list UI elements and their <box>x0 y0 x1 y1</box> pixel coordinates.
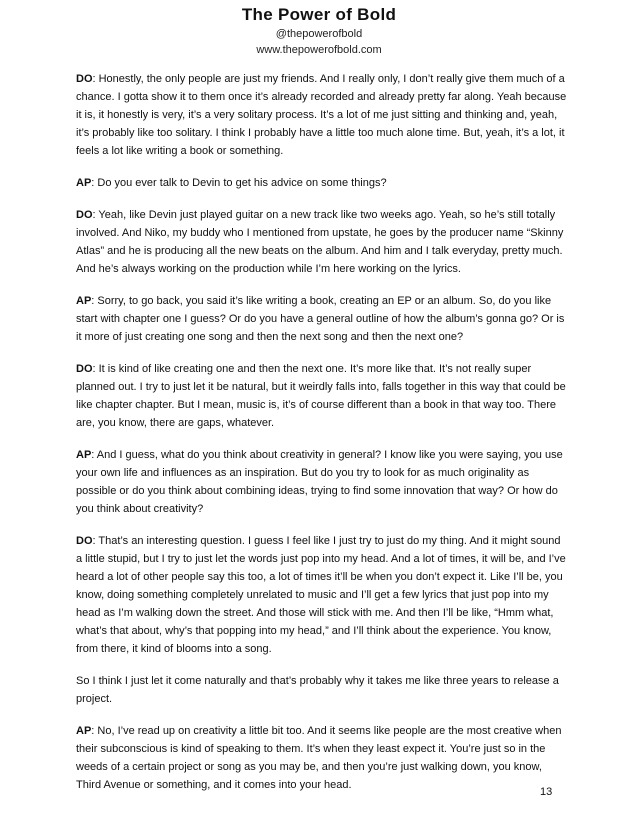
social-handle: @thepowerofbold <box>275 28 363 40</box>
paragraph-text: : Honestly, the only people are just my friends. And I really only, I don’t really give them much of a chance. I gotta show it to them once it’s already recorded and already pretty far along. Yeah because it is, it honestly is very, it’s a very solitary process. It’s a lot of me just sitting and thinking and, yeah, it’s probably like too solitary. I think I probably have a little too much alone time. But, yeah, it’s a lot, it feels a lot like writing a book or something. <box>76 73 567 157</box>
paragraph-text: : And I guess, what do you think about creativity in general? I know like you were saying, you use your own life and influences as an inspiration. But do you try to look for as much originality as possible or do you think about combining ideas, trying to find some innovation that way? Or how do you think about creativity? <box>76 449 563 515</box>
speaker-label: DO <box>76 209 93 221</box>
interview-body <box>76 70 568 808</box>
page-number: 13 <box>540 786 553 798</box>
interview-paragraph <box>76 722 568 794</box>
interview-paragraph <box>76 70 568 160</box>
website-url[interactable]: www.thepowerofbold.com <box>256 44 382 56</box>
paragraph-text: : That’s an interesting question. I guess I feel like I just try to just do my thing. And it might sound a little stupid, but I try to just let the words just pop into my head. And a lot of times, it will be, and I’ve heard a lot of other people say this too, a lot of times it’ll be when you don’t expect it. Like I’ll be, you know, doing something completely unrelated to music and I’ll get a few lyrics that just pop into my head as I’m walking down the street. And those will stick with me. And then I’ll be like, “Hmm what, what’s that about, why’s that popping into my head,” and I’ll think about the experience. You know, from there, it kind of blooms into a song. <box>76 535 566 655</box>
speaker-label: AP <box>76 725 92 737</box>
paragraph-text: : No, I’ve read up on creativity a little bit too. And it seems like people are the most creative when their subconscious is kind of speaking to them. It’s when they least expect it. You’re just so in the weeds of a certain project or song as you may be, and then you’re just walking down, you know, Third Avenue or something, and it comes into your head. <box>76 725 562 791</box>
publication-title: The Power of Bold <box>241 5 397 24</box>
interview-paragraph <box>76 532 568 658</box>
paragraph-text: So I think I just let it come naturally and that’s probably why it takes me like three years to release a project. <box>76 675 559 705</box>
speaker-label: DO <box>76 73 93 85</box>
interview-paragraph <box>76 360 568 432</box>
speaker-label: DO <box>76 363 93 375</box>
paragraph-text: : It is kind of like creating one and then the next one. It’s more like that. It’s not really super planned out. I try to just let it be natural, but it weirdly falls into, falls together in this way that could be like chapter chapter. But I mean, music is, it’s of course different than a book in that way too. There are, you know, there are gaps, whatever. <box>76 363 566 429</box>
interview-paragraph <box>76 446 568 518</box>
interview-paragraph <box>76 672 568 708</box>
speaker-label: AP <box>76 177 92 189</box>
interview-paragraph <box>76 292 568 346</box>
speaker-label: DO <box>76 535 93 547</box>
interview-paragraph <box>76 206 568 278</box>
page-header <box>0 0 638 58</box>
paragraph-text: : Sorry, to go back, you said it’s like writing a book, creating an EP or an album. So, do you like start with chapter one I guess? Or do you have a general outline of how the album’s gonna go? Or is it more of just creating one song and then the next song and then the next one? <box>76 295 565 343</box>
paragraph-text: : Do you ever talk to Devin to get his advice on some things? <box>91 177 387 189</box>
interview-paragraph <box>76 174 568 192</box>
speaker-label: AP <box>76 449 92 461</box>
speaker-label: AP <box>76 295 92 307</box>
paragraph-text: : Yeah, like Devin just played guitar on a new track like two weeks ago. Yeah, so he’s still totally involved. And Niko, my buddy who I mentioned from upstate, he goes by the producer name “Skinny Atlas” and he is producing all the new beats on the album. And him and I talk everyday, pretty much. And he’s always working on the production while I’m here working on the lyrics. <box>76 209 564 275</box>
